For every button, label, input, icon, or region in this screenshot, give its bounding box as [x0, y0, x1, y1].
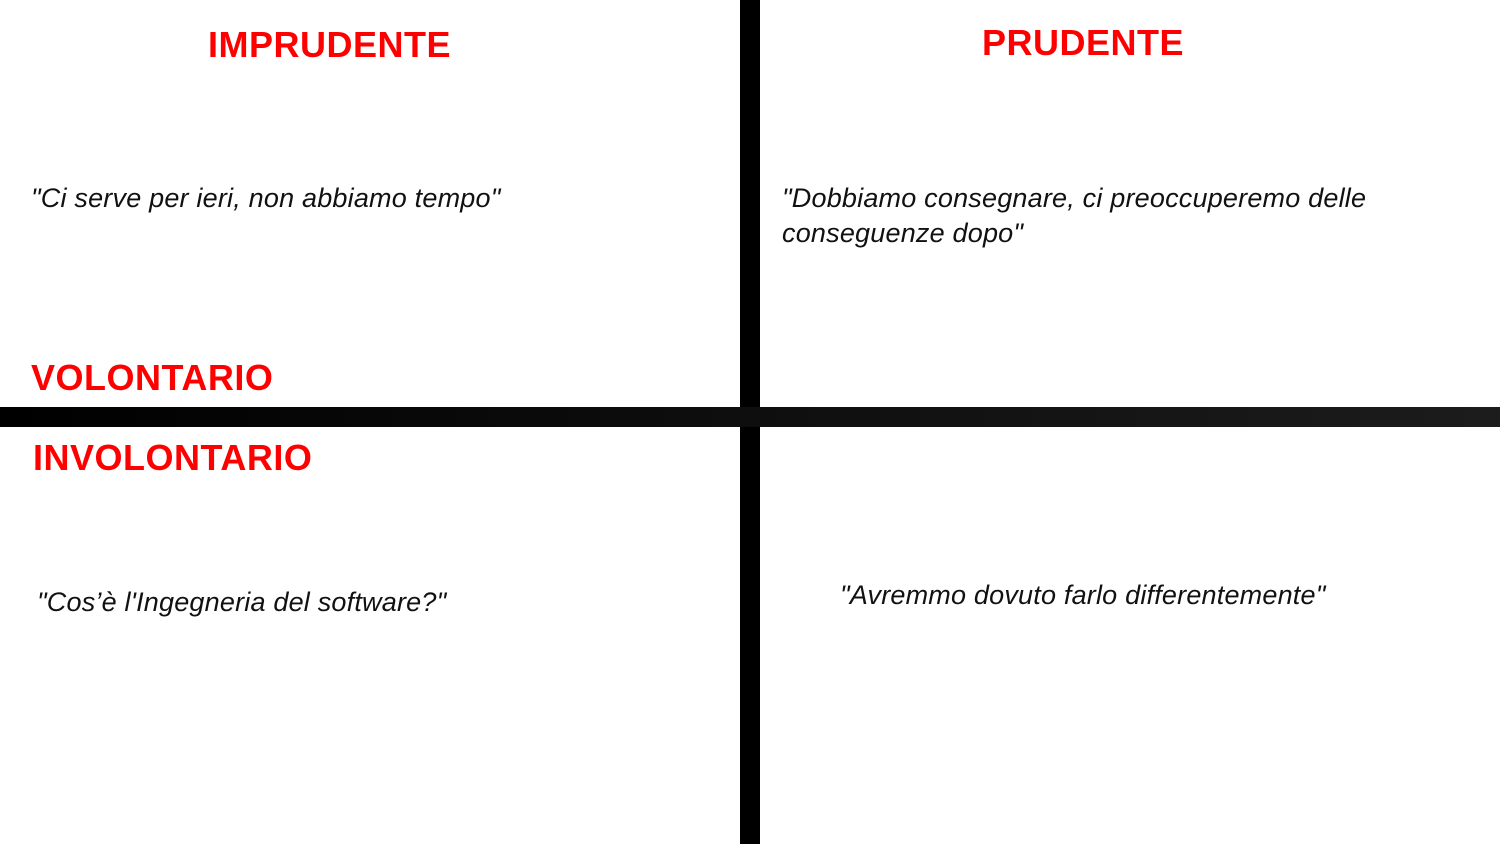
label-prudente: PRUDENTE: [982, 22, 1185, 63]
horizontal-axis-line: [0, 407, 1500, 427]
quote-volontario-imprudente: "Ci serve per ieri, non abbiamo tempo": [31, 183, 501, 213]
quote-volontario-prudente: "Dobbiamo consegnare, ci preoccuperemo delle conseguenze dopo": [782, 183, 1367, 248]
quote-involontario-imprudente: "Cos’è l'Ingegneria del software?": [37, 587, 447, 617]
label-imprudente: IMPRUDENTE: [208, 24, 452, 65]
label-involontario: INVOLONTARIO: [33, 437, 313, 478]
quote-involontario-prudente: "Avremmo dovuto farlo differentemente": [840, 580, 1326, 610]
label-volontario: VOLONTARIO: [31, 357, 274, 398]
